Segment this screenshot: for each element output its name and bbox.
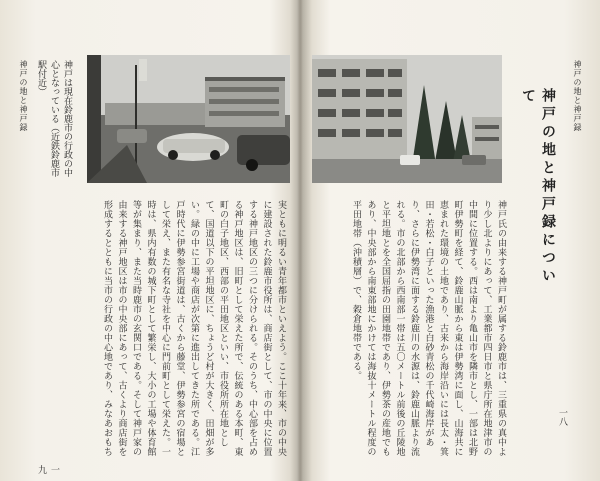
book-gutter	[290, 0, 312, 481]
right-page-number: 一八	[557, 408, 567, 426]
city-hall-photo-image	[312, 55, 502, 183]
street-photo-image	[87, 55, 290, 183]
chapter-title: 神戸の地と神戸録について	[520, 88, 556, 286]
running-head-left: 神戸の地と神戸録	[19, 60, 28, 132]
right-page-body: 神戸氏の由来する神戸町が属する鈴鹿市は、三重県の真中より少し北よりにあって、工業都市四日市と県庁所在地津市の中間に位置する。西は南より亀山市を隣市とし、一部は北野町伊勢町を経て、鈴鹿山脈から東は伊勢湾に面し、山海共に恵まれた環境の土地であり、古来から海岸沿いには長太・箕田・若松・白子といった漁港と白砂青松の千代崎海岸があり、さらに伊勢湾に面する鈴鹿川の水源は、鈴鹿山脈より流れる。市の北部から西南部一帯は五〇メートル前後の丘陵地と平坦地とを全国屈指の田園地帯であり、伊勢茶の産地でもあり、中央部から南東部地にかけては海抜十メートル程度の平田地帯（沖積層）で、穀倉地帯である。	[351, 200, 506, 457]
running-head-right: 神戸の地と神戸録	[573, 60, 582, 132]
photo-caption: 神戸は現在鈴鹿市の行政の中心となっている（近鉄鈴鹿市駅付近）	[36, 60, 72, 177]
left-page-number: 一九	[36, 465, 59, 474]
street-photo	[87, 55, 290, 183]
city-hall-photo	[312, 55, 502, 183]
left-page-body: 実ともに明るい青年都市といえよう。ここ十年来、市の中央に建設された鈴鹿市役所は、商店街として、市の中央に位置する神戸地区の三つに分けられる。そのうち、中心部を占める神戸地区は、旧町として栄えた所で、伝統のある本町、東町の白子地区、西部の平田地区といい、市役所所在地として、国道以下の平坦地区に、ちょうど村が大きく、田畑が多い。緑の中に工場や商店が次第に進出してきた所である。江戸時代に伊勢参宮街道は、古くから藤堂、伊勢参宮の宿場として栄え、また有名な寺社を中心に門前町として栄えた。一時は、県内有数の城下町として繁栄し、大小の工場や体育館等が集まり、また当時鹿市の玄関口である。そして神戸家の由来する神戸地区は市の中央部にあって、古くより商店街を形成するとともに当市の行政の中心地であり、みなあおもち	[102, 200, 286, 457]
